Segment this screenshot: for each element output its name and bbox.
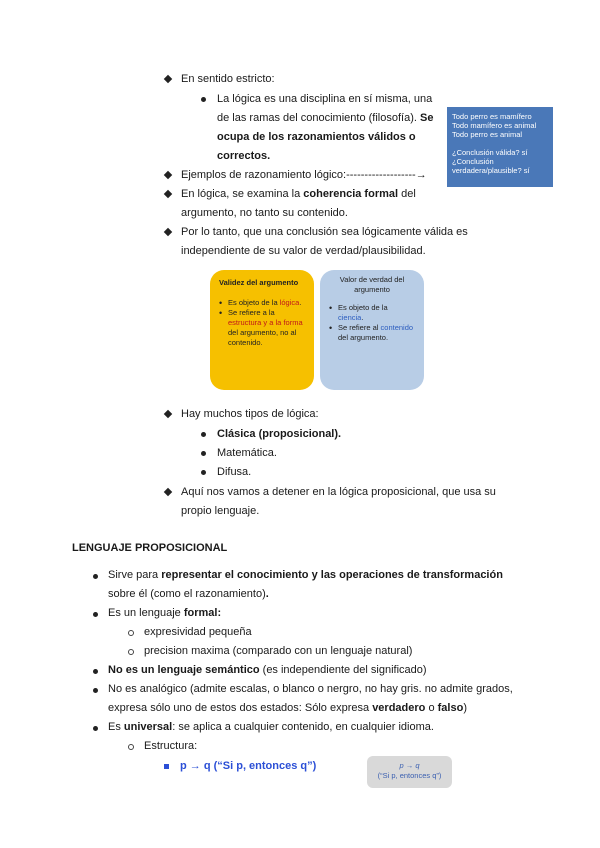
- validity-card-item: • Es objeto de la lógica.: [219, 298, 305, 308]
- truth-value-card: [320, 270, 424, 390]
- formal-subitem-expressivity: expresividad pequeña: [144, 626, 252, 638]
- section-heading: LENGUAJE PROPOSICIONAL: [72, 542, 228, 554]
- diamond-bullet-icon: [164, 488, 172, 496]
- coherence-item-line2: argumento, no tanto su contenido.: [181, 207, 348, 219]
- syllogism-example-box: Todo perro es mamífero Todo mamífero es animal Todo perro es animal ¿Conclusión válida? sí ¿Conclusión verdadera/plausible? sí: [447, 107, 553, 187]
- validity-card-title: Validez del argumento: [219, 278, 299, 287]
- structure-item: Estructura:: [144, 740, 198, 752]
- purpose-item-line2: sobre él (como el razonamiento).: [108, 588, 269, 600]
- logic-types-item: Hay muchos tipos de lógica:: [181, 408, 319, 420]
- logic-definition-line4: correctos.: [217, 150, 271, 162]
- formula-caption: (“Si p, entonces q”): [377, 771, 442, 780]
- logic-definition-line3: ocupa de los razonamientos válidos o: [217, 131, 416, 143]
- universal-item: Es universal: se aplica a cualquier contenido, en cualquier idioma.: [108, 721, 434, 733]
- examples-item: Ejemplos de razonamiento lógico:-------------------→: [181, 169, 427, 181]
- validity-card: [210, 270, 314, 390]
- analog-item: No es analógico (admite escalas, o blanco o nergro, no hay gris. no admite grados,: [108, 683, 513, 695]
- square-bullet-icon: [164, 764, 169, 769]
- diamond-bullet-icon: [164, 228, 172, 236]
- semantic-item: No es un lenguaje semántico (es independiente del significado): [108, 664, 427, 676]
- logic-type-classic: Clásica (proposicional).: [217, 428, 342, 440]
- diamond-bullet-icon: [164, 75, 172, 83]
- strict-sense-item: En sentido estricto:: [181, 73, 275, 85]
- formula-expression: p → q: [399, 761, 420, 770]
- bullet-icon: [201, 432, 206, 437]
- formal-subitem-precision: precision maxima (comparado con un lenguaje natural): [144, 645, 413, 657]
- structure-formula: p → q (“Si p, entonces q”): [180, 760, 317, 772]
- analog-item-line2: expresa sólo uno de estos dos estados: Sólo expresa verdadero o falso): [108, 702, 467, 714]
- purpose-item: Sirve para representar el conocimiento y las operaciones de transformación: [108, 569, 503, 581]
- circle-bullet-icon: [128, 630, 134, 636]
- coherence-item: En lógica, se examina la coherencia formal del: [181, 188, 416, 200]
- truth-value-card-item: • Se refiere al contenido del argumento.: [329, 323, 415, 343]
- therefore-item-line2: independiente de su valor de verdad/plausibilidad.: [181, 245, 426, 257]
- circle-bullet-icon: [128, 744, 134, 750]
- arrow-line: -------------------→: [346, 169, 427, 181]
- logic-definition-line2: [217, 111, 433, 125]
- truth-value-card-item: • Es objeto de la ciencia.: [329, 303, 415, 323]
- bullet-icon: [93, 726, 98, 731]
- focus-item: Aquí nos vamos a detener en la lógica proposicional, que usa su: [181, 486, 496, 498]
- focus-item-line2: propio lenguaje.: [181, 505, 260, 517]
- diamond-bullet-icon: [164, 410, 172, 418]
- bullet-icon: [93, 669, 98, 674]
- logic-definition-line1: La lógica es una disciplina en sí misma, una: [217, 93, 433, 105]
- logic-type-math: Matemática.: [217, 447, 277, 459]
- formula-box: [367, 756, 452, 788]
- diamond-bullet-icon: [164, 171, 172, 179]
- diamond-bullet-icon: [164, 190, 172, 198]
- logic-definition-text: de las ramas del conocimiento (filosofía).: [217, 112, 417, 124]
- bullet-icon: [201, 451, 206, 456]
- formal-item: Es un lenguaje formal:: [108, 607, 222, 619]
- bullet-icon: [201, 470, 206, 475]
- validity-card-item: • Se refiere a la estructura y a la forma del argumento, no al contenido.: [219, 308, 305, 348]
- bullet-icon: [93, 688, 98, 693]
- bullet-icon: [201, 97, 206, 102]
- bullet-icon: [93, 612, 98, 617]
- circle-bullet-icon: [128, 649, 134, 655]
- truth-value-card-title: Valor de verdad del argumento: [339, 275, 405, 294]
- bullet-icon: [93, 574, 98, 579]
- therefore-item: Por lo tanto, que una conclusión sea lógicamente válida es: [181, 226, 468, 238]
- logic-definition-bold: Se: [420, 112, 434, 124]
- logic-type-fuzzy: Difusa.: [217, 466, 252, 478]
